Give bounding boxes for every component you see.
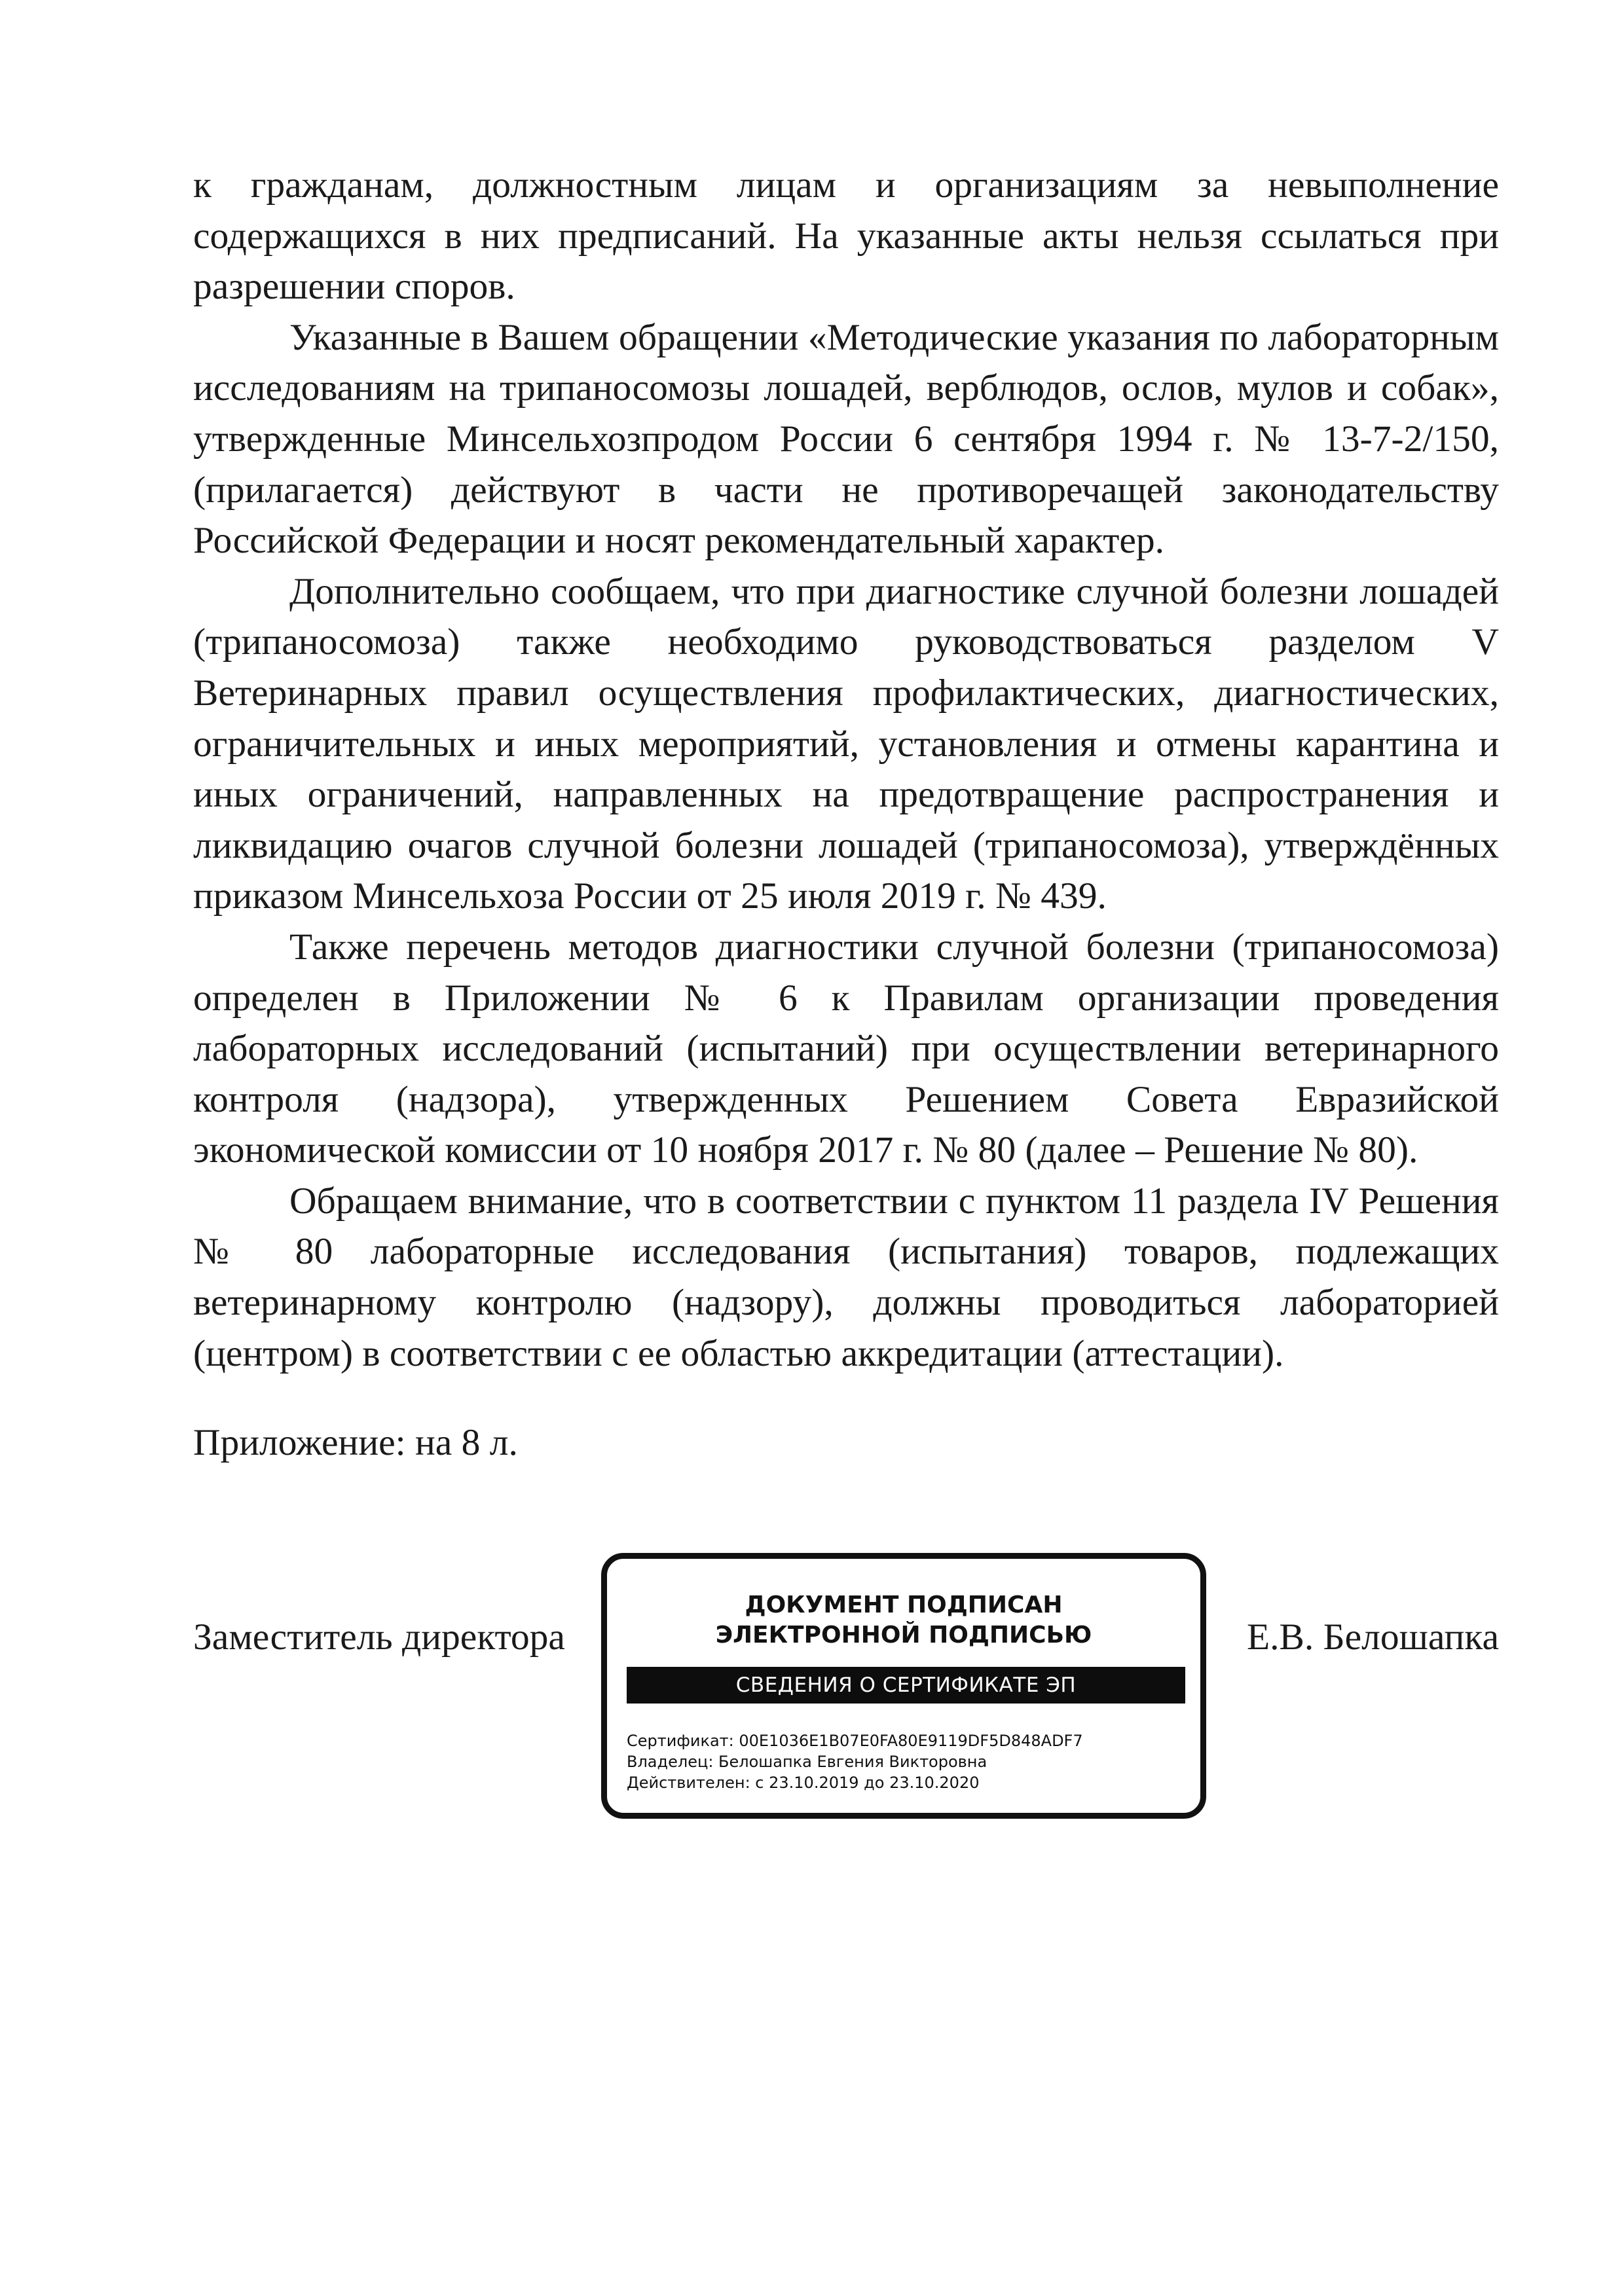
certificate-owner: Владелец: Белошапка Евгения Викторовна — [627, 1753, 987, 1771]
certificate-validity: Действителен: с 23.10.2019 до 23.10.2020 — [627, 1774, 980, 1792]
stamp-title — [607, 1590, 1200, 1650]
certificate-number: Сертификат: 00E1036E1B07E0FA80E9119DF5D848ADF7 — [627, 1732, 1083, 1750]
paragraph-veterinary-rules: Дополнительно сообщаем, что при диагностике случной болезни лошадей (трипаносомоза) также необходимо руководствоваться разделом V Ветеринарных правил осуществления профилактических, диагностических, ограничительных и иных мероприятий, установления и отмены карантина и иных ограничений, направленных на предотвращение распространения и ликвидацию очагов случной болезни лошадей (трипаносомоза), утверждённых приказом Минсельхоза России от 25 июля 2019 г. № 439. — [193, 570, 1499, 917]
stamp-title-line1: ДОКУМЕНТ ПОДПИСАН — [745, 1592, 1063, 1618]
certificate-details — [627, 1730, 1190, 1793]
paragraph-diagnostic-methods: Также перечень методов диагностики случной болезни (трипаносомоза) определен в Приложении № 6 к Правилам организации проведения лабораторных исследований (испытаний) при осуществлении ветеринарного контроля (надзора), утвержденных Решением Совета Евразийской экономической комиссии от 10 ноября 2017 г. № 80 (далее – Решение № 80). — [193, 926, 1499, 1171]
signer-position: Заместитель директора — [193, 1616, 565, 1658]
signer-name: Е.В. Белошапка — [1247, 1616, 1499, 1658]
paragraph-accreditation-note: Обращаем внимание, что в соответствии с пунктом 11 раздела IV Решения № 80 лабораторные исследования (испытания) товаров, подлежащих ветеринарному контролю (надзору), должны проводиться лабораторией (центром) в соответствии с ее областью аккредитации (аттестации). — [193, 1180, 1499, 1374]
paragraph-continuation: к гражданам, должностным лицам и организациям за невыполнение содержащихся в них предписаний. На указанные акты нельзя ссылаться при разрешении споров. — [193, 164, 1499, 308]
appendix-note: Приложение: на 8 л. — [193, 1422, 518, 1463]
paragraph-methodical-guidelines: Указанные в Вашем обращении «Методические указания по лабораторным исследованиям на трипаносомозы лошадей, верблюдов, ослов, мулов и собак», утвержденные Минсельхозпродом России 6 сентября 1994 г. № 13-7-2/150, (прилагается) действуют в части не противоречащей законодательству Российской Федерации и носят рекомендательный характер. — [193, 316, 1499, 562]
stamp-title-line2: ЭЛЕКТРОННОЙ ПОДПИСЬЮ — [715, 1622, 1092, 1649]
electronic-signature-stamp — [601, 1553, 1206, 1819]
certificate-info-bar: СВЕДЕНИЯ О СЕРТИФИКАТЕ ЭП — [627, 1667, 1185, 1704]
letter-body — [193, 160, 1499, 1379]
